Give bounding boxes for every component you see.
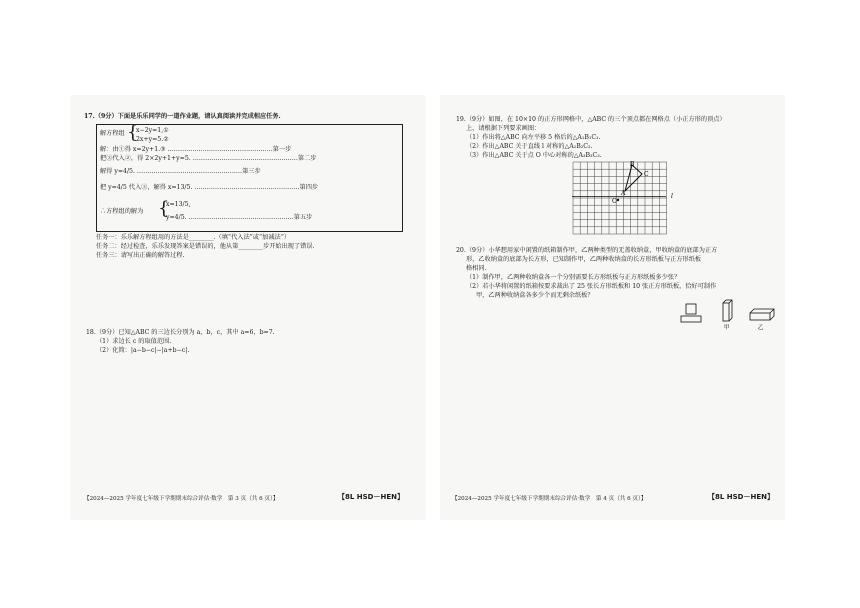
box-yi	[750, 313, 770, 320]
q20-box-sketches	[678, 297, 783, 337]
label-c: C	[644, 171, 649, 178]
q17-step2: 把③代入②，得 2×2y+1+y=5. ……………………………………………第二步	[100, 155, 317, 162]
triangle-abc	[625, 165, 642, 191]
rect-board	[681, 316, 701, 322]
solution-brace: {	[158, 198, 170, 219]
q17-task1: 任务一：乐乐解方程组用的方法是________.（填“代入法”或“加减法”）	[96, 234, 291, 241]
q20-line3: 格相同.	[466, 265, 487, 272]
q20-line5: （2）若小华将闲置的纸箱按要求裁出了 25 张长方形纸板和 10 张正方形纸板，恰好可制作	[466, 283, 717, 290]
q20-line1: 20.（9分）小华想用家中闲置的纸箱制作甲，乙两种类型的无盖收纳盒，甲收纳盒的底部为正方	[456, 247, 718, 254]
q19-line2: 上，请根据下列要求画图：	[466, 125, 541, 132]
point-o	[617, 199, 619, 201]
label-jia: 甲	[724, 325, 730, 331]
q17-sol1: x=13/5,	[166, 201, 191, 208]
q18-line1: 18.（9分）已知△ABC 的三边长分别为 a，b，c，其中 a=6，b=7.	[86, 329, 275, 336]
q17-task3: 任务三：请写出正确的解答过程.	[96, 252, 185, 259]
left-footer: 【2024—2025 学年度七年级下学期期末综合评估·数学 第 3 页（共 6 页）】	[84, 496, 279, 502]
q17-eq2: 2x+y=5.②	[136, 136, 169, 143]
q17-step4: 把 y=4/5 代入③，解得 x=13/5. ……………………………………………第四步	[100, 184, 319, 191]
q20-line6: 甲，乙两种收纳盒各多少个而无剩余纸板？	[476, 292, 594, 299]
label-b: B	[630, 161, 635, 168]
q17-task2: 任务二：经过检查，乐乐发现答案是错误的，他从第________步开始出现了错误.	[96, 243, 315, 250]
q17-step3: 解得 y=4/5. ……………………………………………第三步	[100, 168, 261, 175]
q19-grid-figure	[570, 160, 680, 240]
q17-conclusion-label: ∴方程组的解为	[100, 208, 144, 215]
q17-eq1: x−2y=1,①	[136, 127, 169, 134]
q17-header: 17.（9分）下面是乐乐同学的一道作业题，请认真阅读并完成相应任务.	[84, 113, 281, 120]
q20-line4: （1）制作甲，乙两种收纳盒各一个分别需要长方形纸板与正方形纸板多少张？	[466, 274, 681, 281]
right-footer: 【2024—2025 学年度七年级下学期期末综合评估·数学 第 4 页（共 6 页）】	[452, 496, 647, 502]
right-paper-code: 【8L HSD－HEN】	[708, 493, 774, 501]
label-a: A	[621, 190, 626, 197]
q17-step1: 解：由①得 x=2y+1.③ ……………………………………………第一步	[100, 146, 292, 153]
q19-line4: （2）作出△ABC 关于直线 l 对称的△A₂B₂C₂.	[466, 143, 593, 150]
q19-line5: （3）作出△ABC 关于点 O 中心对称的△A₃B₃C₃.	[466, 152, 602, 159]
q18-line3: （2）化简：|a−b−c|−|a+b−c|.	[96, 347, 190, 354]
q18-line2: （1）求边长 c 的取值范围.	[96, 338, 172, 345]
q17-solve-label: 解方程组	[100, 130, 125, 137]
q19-line1: 19.（9分）如图，在 10×10 的正方形网格中，△ABC 的三个顶点都在网格点（小正方形的顶点）	[456, 116, 726, 123]
square-board	[686, 304, 696, 314]
label-o: O	[612, 198, 617, 205]
left-paper-code: 【8L HSD－HEN】	[338, 493, 404, 501]
q17-sol2: y=4/5. ……………………………………………第五步	[166, 214, 313, 221]
box-jia	[723, 303, 729, 321]
q20-line2: 形，乙收纳盒的底部为长方形，已知制作甲，乙两种收纳盒的长方形纸板与正方形纸板	[466, 256, 702, 263]
label-yi: 乙	[758, 325, 764, 331]
label-l: l	[671, 193, 673, 200]
q19-line3: （1）作出将△ABC 向左平移 5 格后的△A₁B₁C₁.	[466, 134, 601, 141]
system-brace: {	[127, 122, 139, 143]
